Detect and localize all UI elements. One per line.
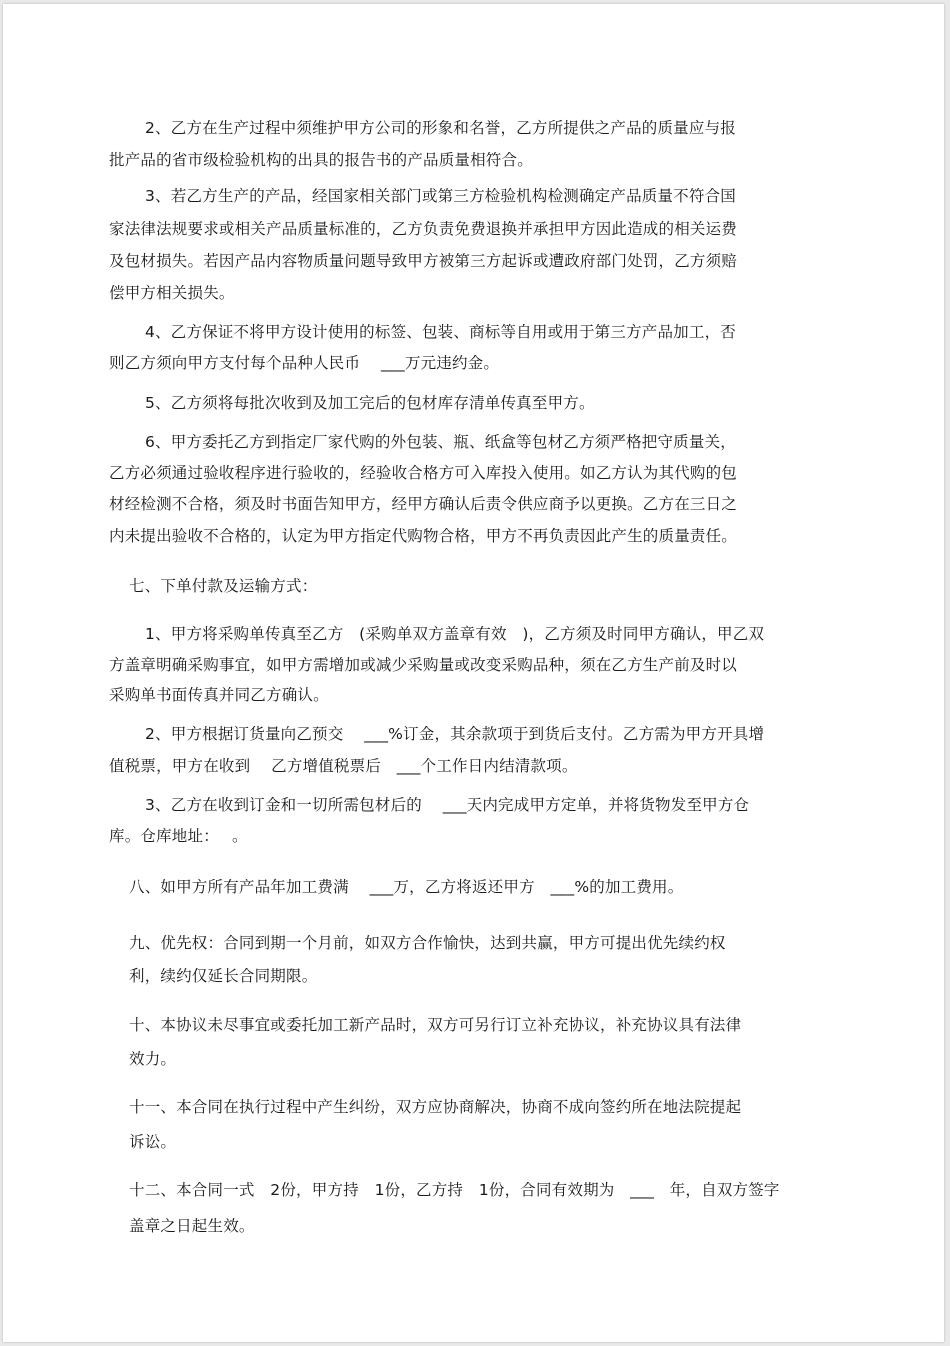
section-heading: 十、本协议未尽事宜或委托加工新产品时，双方可另行订立补充协议，补充协议具有法律 bbox=[129, 1016, 742, 1034]
text-line: 偿甲方相关损失。 bbox=[109, 284, 235, 302]
text-line: 3、乙方在收到订金和一切所需包材后的 ___天内完成甲方定单，并将货物发至甲方仓 bbox=[145, 796, 750, 814]
text-line: 诉讼。 bbox=[129, 1133, 177, 1151]
text-line: 5、乙方须将每批次收到及加工完后的包材库存清单传真至甲方。 bbox=[145, 394, 595, 412]
section-heading: 十二、本合同一式 2份，甲方持 1份，乙方持 1份，合同有效期为 ___ 年，自双方签字 bbox=[129, 1181, 780, 1199]
text-line: 家法律法规要求或相关产品质量标准的，乙方负责免费退换并承担甲方因此造成的相关运费 bbox=[109, 220, 738, 238]
text-line: 值税票，甲方在收到 乙方增值税票后 ___个工作日内结清款项。 bbox=[109, 757, 578, 775]
text-line: 2、甲方根据订货量向乙预交 ___%订金，其余款项于到货后支付。乙方需为甲方开具增 bbox=[145, 725, 765, 743]
section-heading: 九、优先权：合同到期一个月前，如双方合作愉快，达到共赢，甲方可提出优先续约权 bbox=[129, 934, 726, 952]
text-line: 内未提出验收不合格的，认定为甲方指定代购物合格，甲方不再负责因此产生的质量责任。 bbox=[109, 527, 738, 545]
text-line: 则乙方须向甲方支付每个品种人民币 ___万元违约金。 bbox=[109, 354, 500, 372]
document-page bbox=[3, 4, 944, 1342]
text-line: 及包材损失。若因产品内容物质量问题导致甲方被第三方起诉或遭政府部门处罚，乙方须赔 bbox=[109, 252, 738, 270]
text-line: 批产品的省市级检验机构的出具的报告书的产品质量相符合。 bbox=[109, 151, 533, 169]
section-heading: 七、下单付款及运输方式： bbox=[129, 577, 318, 595]
text-line: 利，续约仅延长合同期限。 bbox=[129, 967, 318, 985]
section-heading: 十一、本合同在执行过程中产生纠纷，双方应协商解决，协商不成向签约所在地法院提起 bbox=[129, 1098, 742, 1116]
text-line: 3、若乙方生产的产品，经国家相关部门或第三方检验机构检测确定产品质量不符合国 bbox=[145, 187, 736, 205]
text-line: 4、乙方保证不将甲方设计使用的标签、包装、商标等自用或用于第三方产品加工，否 bbox=[145, 323, 736, 341]
text-line: 库。仓库地址： 。 bbox=[109, 827, 248, 845]
text-line: 材经检测不合格，须及时书面告知甲方，经甲方确认后责令供应商予以更换。乙方在三日之 bbox=[109, 495, 738, 513]
text-line: 效力。 bbox=[129, 1050, 177, 1068]
text-line: 采购单书面传真并同乙方确认。 bbox=[109, 686, 329, 704]
text-line: 6、甲方委托乙方到指定厂家代购的外包装、瓶、纸盒等包材乙方须严格把守质量关， bbox=[145, 433, 736, 451]
text-line: 盖章之日起生效。 bbox=[129, 1217, 255, 1235]
section-heading: 八、如甲方所有产品年加工费满 ___万，乙方将返还甲方 ___%的加工费用。 bbox=[129, 878, 684, 896]
text-line: 1、甲方将采购单传真至乙方 (采购单双方盖章有效 )，乙方须及时同甲方确认，甲乙双 bbox=[145, 625, 765, 643]
text-line: 方盖章明确采购事宜，如甲方需增加或减少采购量或改变采购品种，须在乙方生产前及时以 bbox=[109, 656, 738, 674]
text-line: 乙方必须通过验收程序进行验收的，经验收合格方可入库投入使用。如乙方认为其代购的包 bbox=[109, 464, 738, 482]
text-line: 2、乙方在生产过程中须维护甲方公司的形象和名誉，乙方所提供之产品的质量应与报 bbox=[145, 119, 736, 137]
